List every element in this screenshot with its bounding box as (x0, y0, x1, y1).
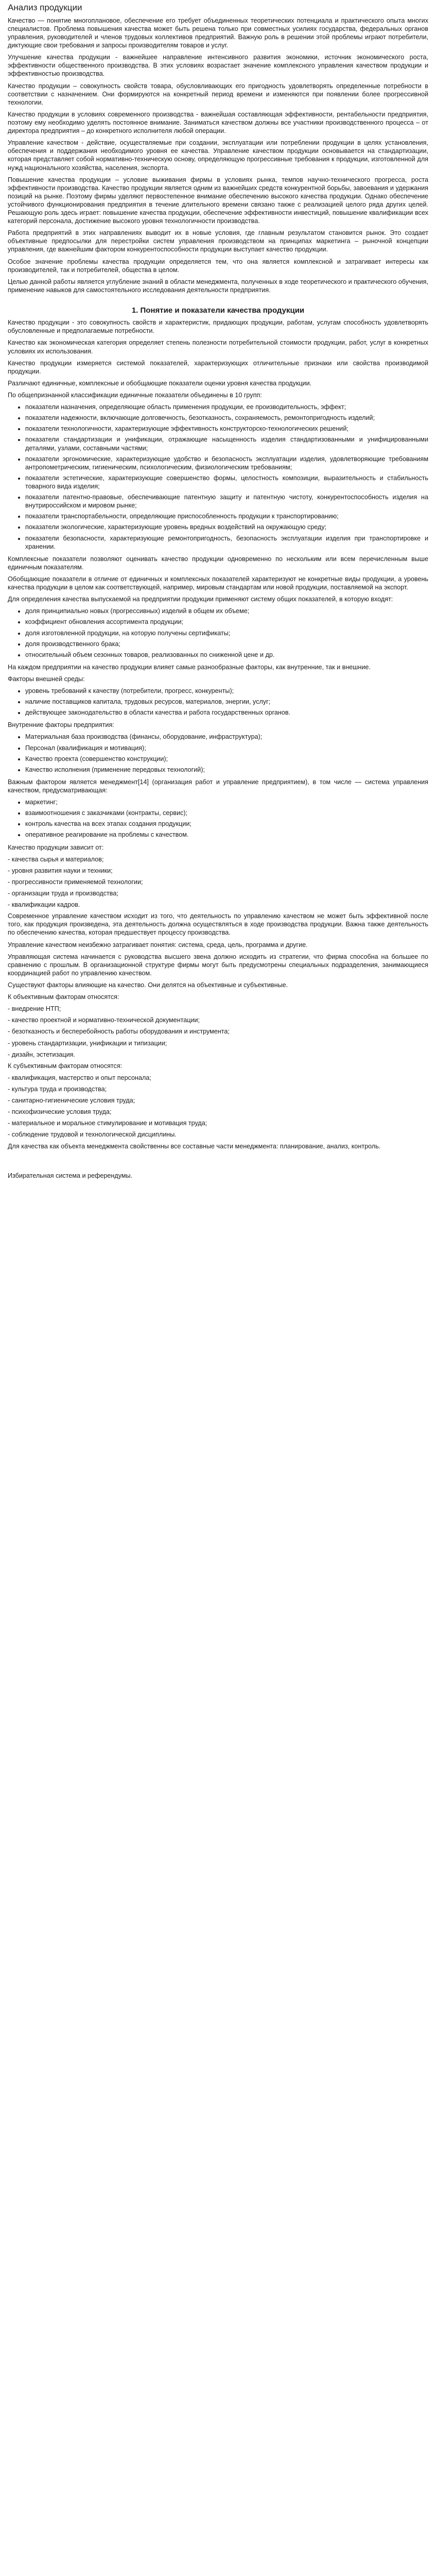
body-paragraph: По общепризнанной классификации единичные показатели объединены в 10 групп: (8, 391, 262, 399)
dash-item: - прогрессивности применяемой технологии; (8, 878, 143, 886)
body-paragraph: К субъективным факторам относятся: (8, 1062, 123, 1070)
body-paragraph: Качество продукции зависит от: (8, 843, 104, 851)
intro-paragraph: Улучшение качества продукции - важнейшее направление интенсивного развития экономики, источник экономического роста, эффективности общественного производства. В этих условиях возрастает значение комплексного управления качеством продукции и эффективностью производства. (8, 54, 428, 78)
list-item: • взаимоотношения с заказчиками (контракты, сервис); (25, 809, 428, 817)
section-heading: 1. Понятие и показатели качества продукции (131, 306, 305, 315)
document (0, 0, 436, 1200)
list-item: • Персонал (квалификация и мотивация); (25, 744, 428, 752)
body-paragraph: Внутренние факторы предприятия: (8, 721, 114, 729)
body-paragraph: Факторы внешней среды: (8, 675, 85, 683)
general-indicators-list (8, 607, 428, 659)
intro-paragraph: Целью данной работы является углубление знаний в области менеджмента, полученных в ходе теоретического и практического обучения, применение навыков для самостоятельного исследования деятельности предприятия. (8, 278, 428, 294)
intro-paragraph: Повышение качества продукции – условие выживания фирмы в условиях рынка, темпов научно-технического прогресса, роста эффективности производства. Качество продукции является одним из важнейших средств конкурентной борьбы, завоевания и удержания позиций на рынке. Поэтому фирмы уделяют первостепенное внимание обеспечению высокого качества продукции. Однако обеспечение устойчивого функционирования предприятия в течение длительного времени связано также с реализацией целого ряда других целей. Решающую роль здесь играет: повышение качества продукции, обеспечение эффективности инвестиций, повышение квалификации всех категорий персонала, достижение высокого уровня технологичности производства. (8, 176, 428, 225)
list-item: • показатели назначения, определяющие область применения продукции, ее производительность, эффект; (25, 403, 428, 411)
dash-item: - квалификация, мастерство и опыт персонала; (8, 1074, 151, 1081)
list-item: • показатели надежности, включающие долговечность, безотказность, сохраняемость, ремонтопригодность изделий; (25, 414, 428, 422)
dash-item: - качество проектной и нормативно-технической документации; (8, 1016, 200, 1024)
list-item: • оперативное реагирование на проблемы с качеством. (25, 831, 428, 839)
intro-paragraph: Управление качеством - действие, осуществляемые при создании, эксплуатации или потреблении продукции в целях установления, обеспечения и поддержания необходимого уровня ее качества. Управление качеством продукции основывается на стандартизации, которая представляет собой нормативно-техническую основу, определяющую прогрессивные требования к продукции, изготовленной для нужд национального хозяйства, населения, экспорта. (8, 139, 428, 172)
dash-item: - материальное и моральное стимулирование и мотивация труда; (8, 1120, 207, 1127)
external-factors-list (8, 687, 428, 717)
indicator-groups-list (8, 403, 428, 551)
list-item: • Качество проекта (совершенство конструкции); (25, 755, 428, 763)
list-item: • Материальная база производства (финансы, оборудование, инфраструктура); (25, 733, 428, 741)
body-paragraph: Качество продукции - это совокупность свойств и характеристик, придающих продукции, работам, услугам способность удовлетворять обусловленные и предполагаемые потребности. (8, 319, 428, 335)
objective-factors-list (8, 1005, 428, 1059)
body-paragraph: Для определения качества выпускаемой на предприятии продукции применяют систему общих показателей, в которую входят: (8, 596, 393, 603)
intro-paragraph: Качество продукции в условиях современного производства - важнейшая составляющая эффективности, рентабельности предприятия, поэтому ему необходимо уделять постоянное внимание. Заниматься качеством должны все участники производственного процесса – от директора предприятия – до конкретного исполнителя любой операции. (8, 110, 428, 135)
body-paragraph: Комплексные показатели позволяют оценивать качество продукции одновременно по нескольким или всем перечисленным выше единичным показателям. (8, 555, 428, 571)
intro-section (8, 16, 428, 294)
body-paragraph: Качество продукции измеряется системой показателей, характеризующих отличительные признаки или свойства производимой продукции. (8, 359, 428, 375)
list-item: • наличие поставщиков капитала, трудовых ресурсов, материалов, энергии, услуг; (25, 698, 428, 706)
list-item: • относительный объем сезонных товаров, реализованных по сниженной цене и др. (25, 651, 428, 659)
body-paragraph: Для качества как объекта менеджмента свойственны все составные части менеджмента: планирование, анализ, контроль. (8, 1142, 381, 1150)
list-item: • доля изготовленной продукции, на которую получены сертификаты; (25, 629, 428, 637)
list-item: • показатели эстетические, характеризующие совершенство формы, целостность композиции, выразительность и стабильность товарного вида изделия; (25, 474, 428, 490)
dash-item: - уровня развития науки и техники; (8, 867, 113, 874)
dependency-list (8, 855, 428, 909)
dash-item: - качества сырья и материалов; (8, 855, 104, 863)
list-item: • показатели безопасности, характеризующие ремонтопригодность, безопасность эксплуатации изделия при транспортировке и хранении. (25, 534, 428, 551)
body-paragraph: Качество как экономическая категория определяет степень полезности потребительной стоимости продукции, работ, услуг в конкретных условиях их использования. (8, 339, 428, 355)
dash-item: - организации труда и производства; (8, 890, 118, 897)
list-item: • показатели стандартизации и унификации, отражающие насыщенность изделия стандартизованными и унифицированными деталями, узлами, составными частями; (25, 435, 428, 452)
list-item: • доля принципиально новых (прогрессивных) изделий в общем их объеме; (25, 607, 428, 615)
body-paragraph: Различают единичные, комплексные и обобщающие показатели оценки уровня качества продукции. (8, 379, 312, 387)
body-paragraph: К объективным факторам относятся: (8, 993, 119, 1001)
dash-item: - культура труда и производства; (8, 1085, 107, 1093)
body-paragraph: Обобщающие показатели в отличие от единичных и комплексных показателей характеризуют не конкретные виды продукции, а уровень качества продукции в целом как соответствующей, например, мировым стандартам или новой продукции, поставляемой на экспорт. (8, 575, 428, 591)
dash-item: - психофизические условия труда; (8, 1108, 112, 1116)
list-item: • коэффициент обновления ассортимента продукции; (25, 618, 428, 626)
dash-item: - санитарно-гигиенические условия труда; (8, 1097, 135, 1105)
list-item: • показатели технологичности, характеризующие эффективность конструкторско-технологических решений; (25, 425, 428, 433)
intro-paragraph: Качество продукции – совокупность свойств товара, обусловливающих его пригодность удовлетворять определенные потребности в соответствии с назначением. Они формируются на конкретный период времени и изменяются при появлении более прогрессивной технологии. (8, 82, 428, 106)
list-item: • действующее законодательство в области качества и работа государственных органов. (25, 708, 428, 717)
document-title: Анализ продукции (8, 3, 82, 12)
dash-item: - квалификации кадров. (8, 901, 80, 909)
list-item: • показатели транспортабельности, определяющие приспособленность продукции к транспортированию; (25, 512, 428, 520)
list-item: • показатели патентно-правовые, обеспечивающие патентную защиту и патентную чистоту, конкурентоспособность изделия на внутрироссийском и мировом рынке; (25, 493, 428, 510)
intro-paragraph: Качество — понятие многоплановое, обеспечение его требует объединенных теоретических потенциала и практического опыта многих специалистов. Проблема повышения качества может быть решена только при совместных усилиях государства, федеральных органов управления, руководителей и членов трудовых коллективов предприятий. Важную роль в решении этой проблемы играют потребители, диктующие свои требования и запросы производителям товаров и услуг. (8, 16, 428, 49)
list-item: • показатели эргономические, характеризующие удобство и безопасность эксплуатации изделия, удовлетворяющие требованиям антропометрическим, гигиеническим, психологическим, физиологическим требованиям; (25, 455, 428, 471)
list-item: • уровень требований к качеству (потребители, прогресс, конкуренты); (25, 687, 428, 695)
body-paragraph: На каждом предприятии на качество продукции влияет самые разнообразные факторы, как внутренние, так и внешние. (8, 663, 371, 671)
intro-paragraph: Особое значение проблемы качества продукции определяется тем, что она является комплексной и затрагивает интересы как производителей, так и потребителей, общества в целом. (8, 258, 428, 274)
dash-item: - соблюдение трудовой и технологической дисциплины. (8, 1131, 177, 1139)
dash-item: - дизайн, эстетизация. (8, 1050, 75, 1058)
internal-factors-list (8, 733, 428, 773)
list-item: • Качество исполнения (применение передовых технологий); (25, 766, 428, 774)
list-item: • маркетинг; (25, 798, 428, 806)
dash-item: - уровень стандартизации, унификации и типизации; (8, 1039, 167, 1047)
footer-link-text: Избирательная система и референдумы. (8, 1172, 133, 1179)
list-item: • контроль качества на всех этапах создания продукции; (25, 820, 428, 828)
dash-item: - безотказность и бесперебойность работы оборудования и инструмента; (8, 1028, 230, 1036)
list-item: • показатели экологические, характеризующие уровень вредных воздействий на окружающую среду; (25, 523, 428, 531)
management-list (8, 798, 428, 839)
body-paragraph: Существуют факторы влияющие на качество. Они делятся на объективные и субъективные. (8, 981, 288, 989)
list-item: • доля производственного брака; (25, 640, 428, 648)
intro-paragraph: Работа предприятий в этих направлениях выводит их в новые условия, где главным результатом становится рынок. Это создает объективные предпосылки для перестройки систем управления производством на принципах маркетинга – рыночной концепции управления, где важнейшим фактором конкурентоспособности продукции выступает качество продукции. (8, 229, 428, 253)
body-paragraph: Важным фактором является менеджмент[14] (организация работ и управление предприятием), в том числе — система управления качеством, предусматривающая: (8, 778, 428, 794)
subjective-factors-list (8, 1074, 428, 1139)
body-paragraph: Управляющая система начинается с руководства высшего звена должно исходить из стратегии, что фирма способна на большее по сравнению с прошлым. В организационной структуре фирмы могут быть предусмотрены специальных подразделения, занимающиеся координацией работ по управлению качеством. (8, 953, 428, 977)
body-paragraph: Управление качеством неизбежно затрагивает понятия: система, среда, цель, программа и другие. (8, 941, 308, 948)
body-paragraph: Современное управление качеством исходит из того, что деятельность по управлению качеством не может быть эффективной после того, как продукция произведена, эта деятельность должна осуществляться в ходе производства продукции. Важна также деятельность по обеспечению качества, которая предшествует процессу производства. (8, 912, 428, 937)
dash-item: - внедрение НТП; (8, 1005, 61, 1013)
spacer (8, 1154, 428, 1172)
